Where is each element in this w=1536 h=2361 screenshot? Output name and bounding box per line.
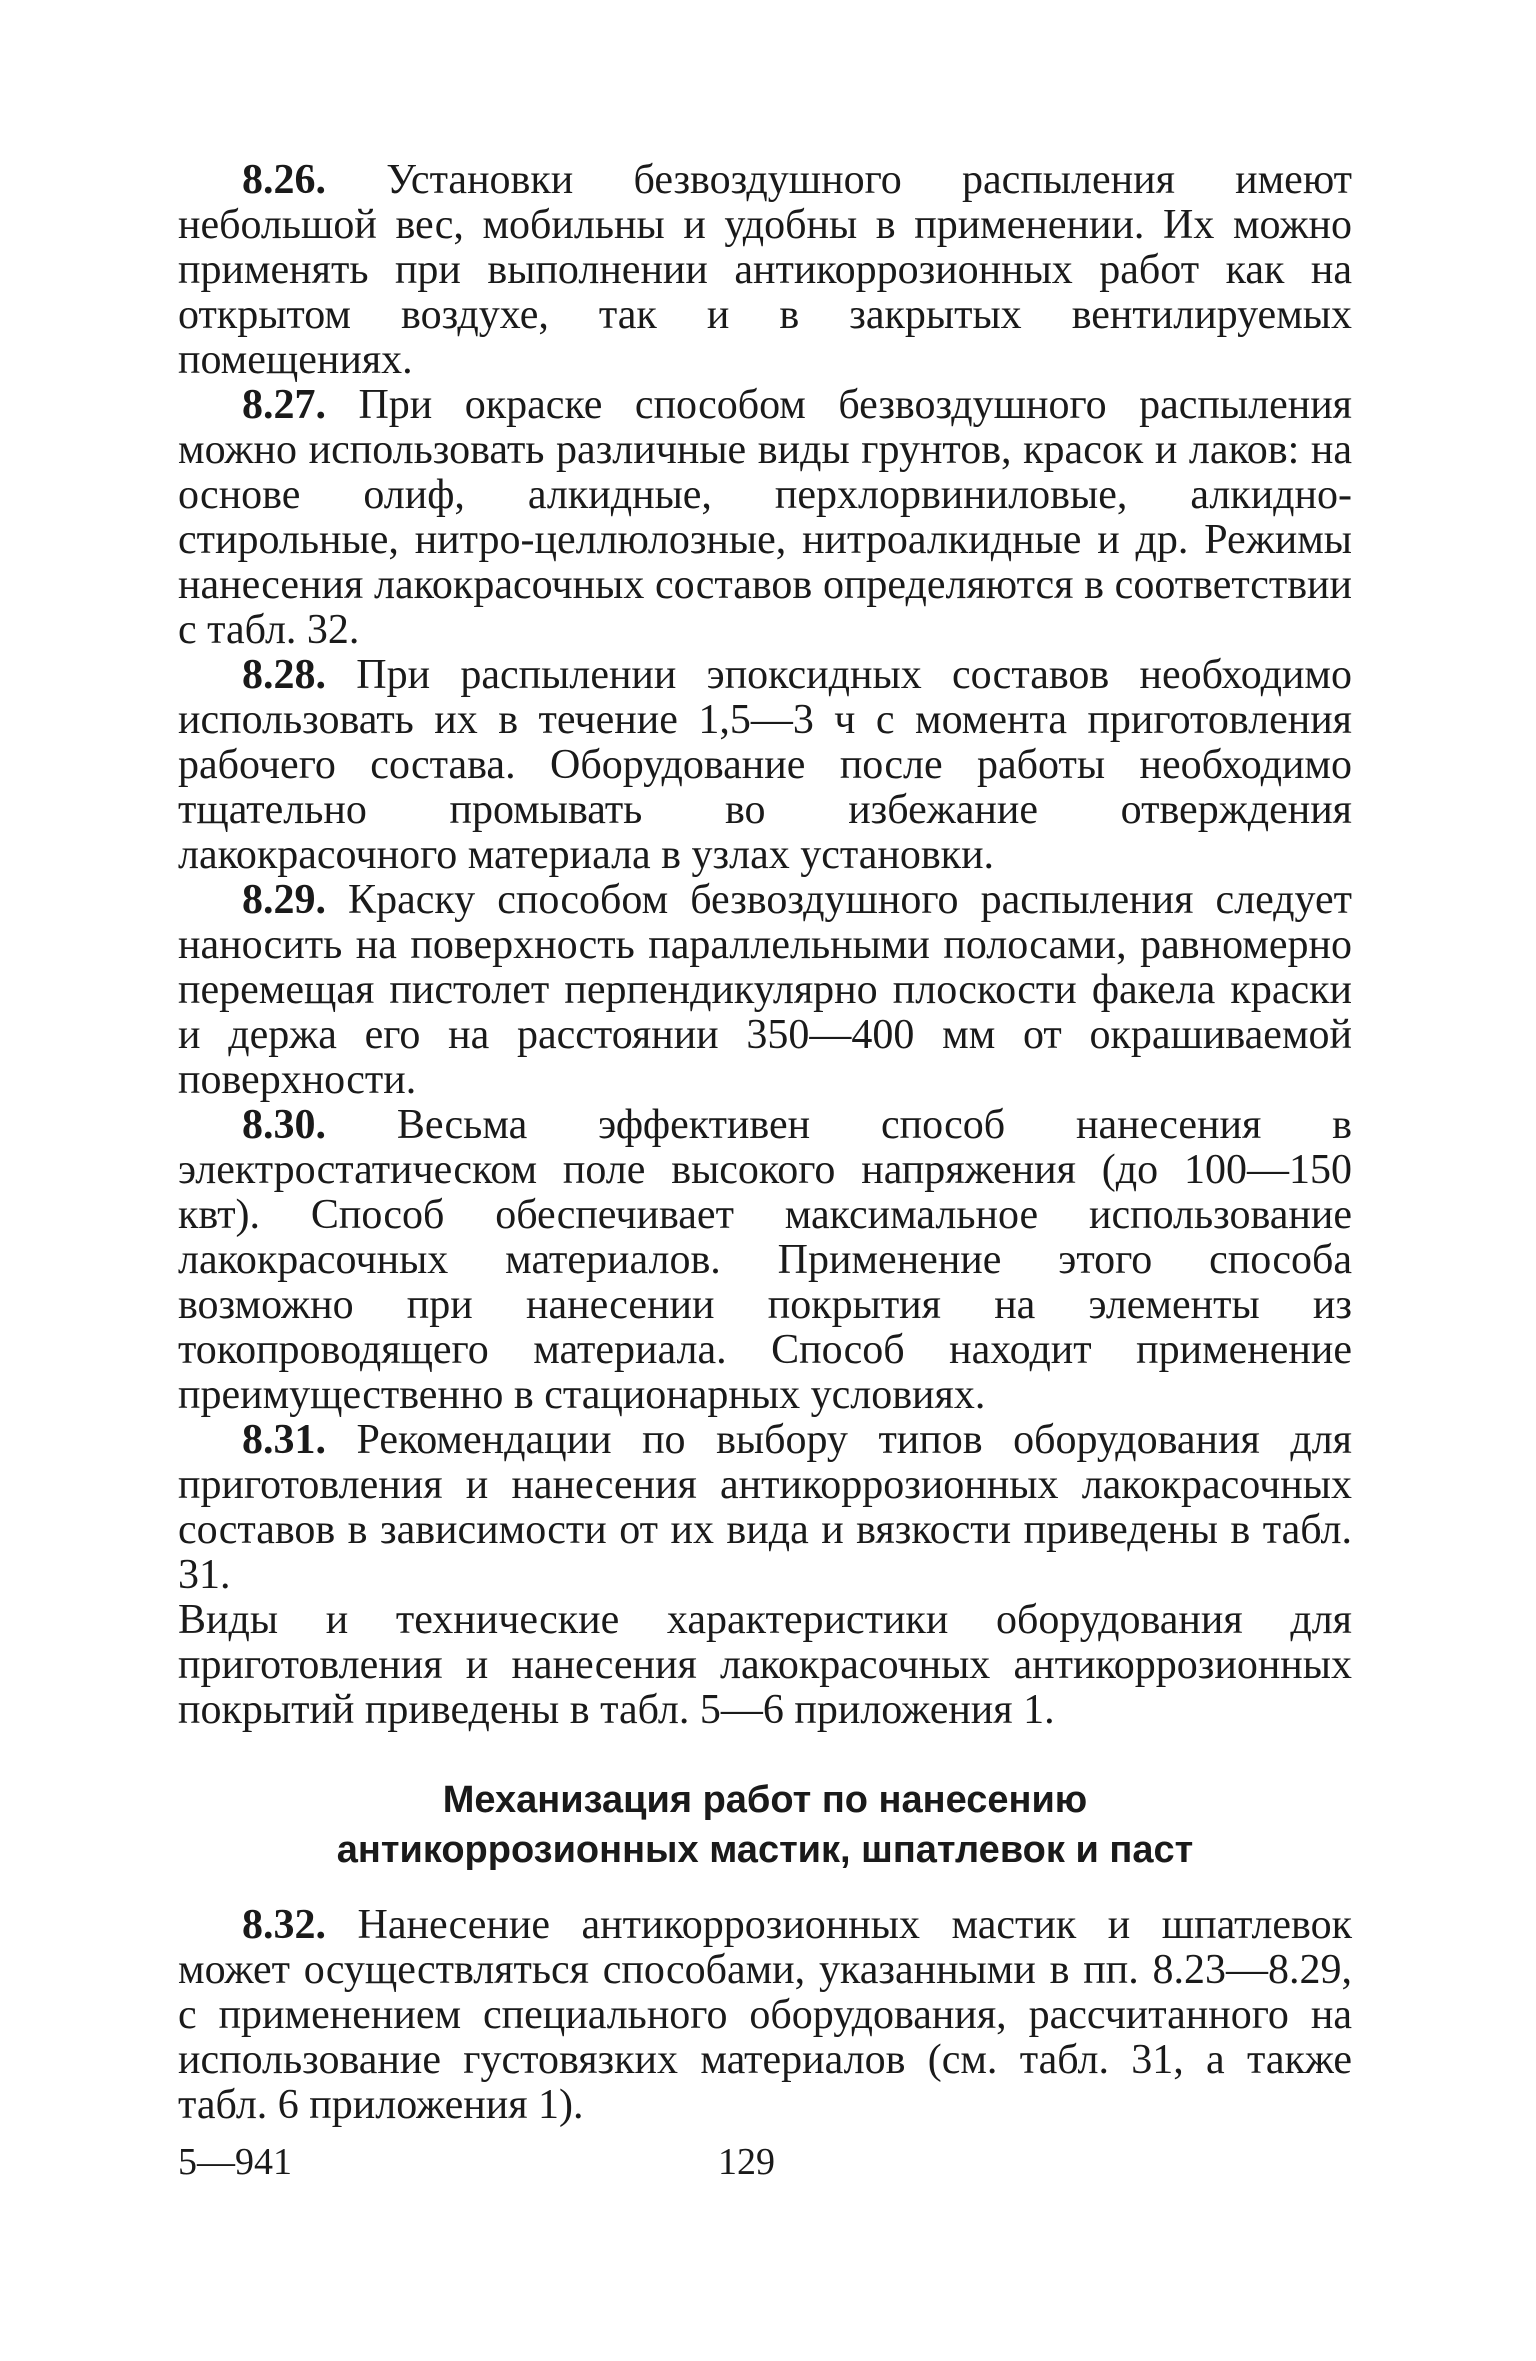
paragraph-text: Нанесение антикоррозионных мастик и шпатлевок может осуществляться способами, указанными в пп. 8.23—8.29, с применением специального оборудования, рассчитанного на использование густовязких материалов (см. табл. 31, а также табл. 6 приложения 1). — [178, 1902, 1352, 2128]
signature-mark: 5—941 — [178, 2141, 292, 2183]
section-heading — [178, 1775, 1352, 1875]
section-heading-line-2: антикоррозионных мастик, шпатлевок и паст — [336, 1829, 1194, 1871]
paragraph-8-28 — [178, 653, 1352, 878]
page-footer — [178, 2140, 1352, 2190]
paragraph-text: Установки безвоздушного распыления имеют небольшой вес, мобильны и удобны в применении. Их можно применять при выполнении антикоррозионных работ как на открытом воздухе, так и в закрытых вентилируемых помещениях. — [178, 157, 1352, 383]
paragraph-number: 8.31. — [242, 1417, 326, 1463]
paragraph-text: Виды и технические характеристики оборудования для приготовления и нанесения лакокрасочных антикоррозионных покрытий приведены в табл. 5—6 приложения 1. — [178, 1597, 1352, 1733]
paragraph-8-30 — [178, 1103, 1352, 1418]
paragraph-number: 8.26. — [242, 157, 326, 203]
paragraph-text: Рекомендации по выбору типов оборудования для приготовления и нанесения антикоррозионных лакокрасочных составов в зависимости от их вида и вязкости приведены в табл. 31. — [178, 1417, 1352, 1598]
paragraph-number: 8.28. — [242, 652, 326, 698]
paragraph-8-31 — [178, 1418, 1352, 1598]
page-body — [178, 158, 1352, 2128]
paragraph-number: 8.30. — [242, 1102, 326, 1148]
paragraph-text: Краску способом безвоздушного распыления следует наносить на поверхность параллельными полосами, равномерно перемещая пистолет перпендикулярно плоскости факела краски и держа его на расстоянии 350—400 мм от окрашиваемой поверхности. — [178, 877, 1352, 1103]
paragraph-equipment — [178, 1598, 1352, 1733]
paragraph-8-27 — [178, 383, 1352, 653]
paragraph-text: При распылении эпоксидных составов необходимо использовать их в течение 1,5—3 ч с момента приготовления рабочего состава. Оборудование после работы необходимо тщательно промывать во избежание отверждения лакокрасочного материала в узлах установки. — [178, 652, 1352, 878]
paragraph-8-26 — [178, 158, 1352, 383]
paragraph-number: 8.32. — [242, 1902, 326, 1948]
paragraph-text: Весьма эффективен способ нанесения в электростатическом поле высокого напряжения (до 100—150 квт). Способ обеспечивает максимальное использование лакокрасочных материалов. Применение этого способа возможно при нанесении покрытия на элементы из токопроводящего материала. Способ находит применение преимущественно в стационарных условиях. — [178, 1102, 1352, 1418]
paragraph-8-29 — [178, 878, 1352, 1103]
paragraph-8-32 — [178, 1903, 1352, 2128]
paragraph-number: 8.29. — [242, 877, 326, 923]
paragraph-text: При окраске способом безвоздушного распыления можно использовать различные виды грунтов, красок и лаков: на основе олиф, алкидные, перхлорвиниловые, алкидно-стирольные, нитро-целлюлозные, нитроалкидные и др. Режимы нанесения лакокрасочных составов определяются в соответствии с табл. 32. — [178, 382, 1352, 653]
page-number: 129 — [718, 2141, 775, 2183]
section-heading-line-1: Механизация работ по нанесению — [442, 1779, 1088, 1821]
paragraph-number: 8.27. — [242, 382, 326, 428]
